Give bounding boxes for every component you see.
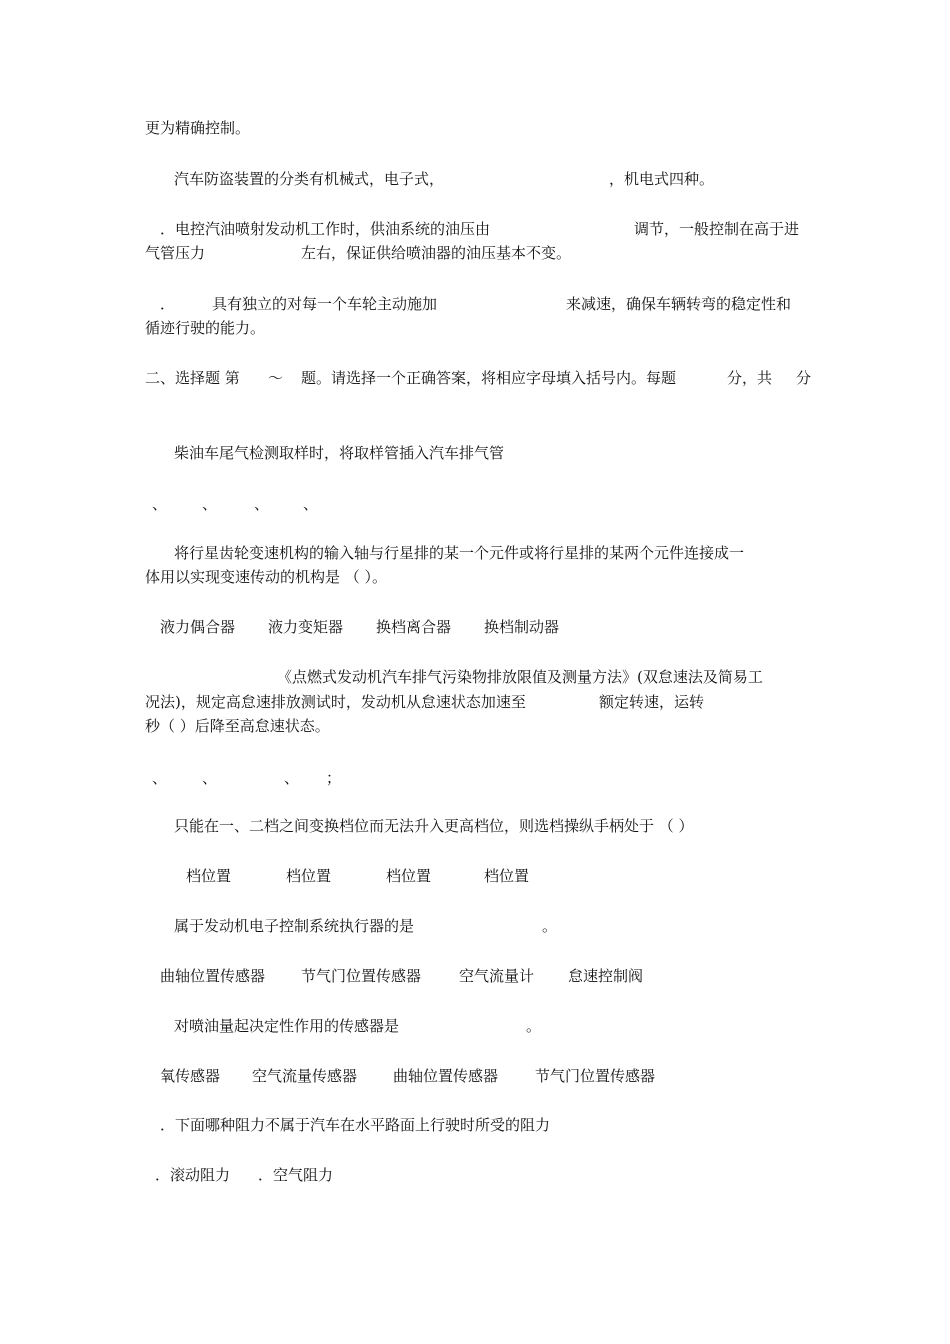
option: 、: [202, 769, 218, 787]
question-text: 将行星齿轮变速机构的输入轴与行星排的某一个元件或将行星排的某两个元件连接成一: [174, 544, 745, 562]
option: 节气门位置传感器: [535, 1067, 656, 1085]
option: 、: [202, 495, 218, 513]
option: 空气流量传感器: [252, 1067, 358, 1085]
question-text: 。: [542, 917, 558, 935]
option: 档位置: [286, 867, 332, 885]
question-text: 体用以实现变速传动的机构是 （ ）。: [145, 568, 388, 586]
question-text: 。: [526, 1017, 542, 1035]
option: 、: [152, 495, 168, 513]
question-text: 气管压力: [145, 244, 206, 262]
question-text: 只能在一、二档之间变换档位而无法升入更高档位，则选档操纵手柄处于 （ ）: [174, 817, 694, 835]
option: 档位置: [484, 867, 530, 885]
option: 、: [152, 769, 168, 787]
question-text: 循迹行驶的能力。: [145, 319, 266, 337]
section-heading: 分: [796, 369, 812, 387]
question-text: ．: [160, 295, 176, 313]
option: ．空气阻力: [258, 1166, 334, 1184]
question-text: 秒（ ）后降至高怠速状态。: [145, 717, 330, 735]
option: 档位置: [386, 867, 432, 885]
question-text: 调节，一般控制在高于进: [634, 220, 800, 238]
question-text: 左右，保证供给喷油器的油压基本不变。: [301, 244, 572, 262]
question-text: ．下面哪种阻力不属于汽车在水平路面上行驶时所受的阻力: [160, 1116, 551, 1134]
question-text: 《点燃式发动机汽车排气污染物排放限值及测量方法》(双怠速法及简易工: [277, 668, 763, 686]
question-text: 额定转速，运转: [599, 693, 705, 711]
question-text: 具有独立的对每一个车轮主动施加: [212, 295, 438, 313]
section-heading: 题。请选择一个正确答案，将相应字母填入括号内。每题: [301, 369, 677, 387]
option: 怠速控制阀: [568, 967, 644, 985]
question-text: 属于发动机电子控制系统执行器的是: [174, 917, 415, 935]
section-heading: 二、选择题 第: [145, 369, 240, 387]
option: 换档离合器: [376, 618, 452, 636]
section-heading: 分，共: [727, 369, 773, 387]
question-text: ．电控汽油喷射发动机工作时，供油系统的油压由: [160, 220, 491, 238]
option: 、: [303, 495, 319, 513]
option: 氧传感器: [160, 1067, 221, 1085]
text-line: 更为精确控制。: [145, 119, 251, 137]
option: 液力偶合器: [160, 618, 236, 636]
option: 液力变矩器: [268, 618, 344, 636]
option: 、: [284, 769, 300, 787]
section-heading: ～: [268, 369, 284, 387]
question-text: ，机电式四种。: [609, 170, 715, 188]
option: 节气门位置传感器: [301, 967, 422, 985]
option: 换档制动器: [484, 618, 560, 636]
question-text: 况法)，规定高怠速排放测试时，发动机从怠速状态加速至: [145, 693, 526, 711]
question-text: 柴油车尾气检测取样时，将取样管插入汽车排气管: [174, 444, 505, 462]
option: 曲轴位置传感器: [160, 967, 266, 985]
option: 档位置: [186, 867, 232, 885]
question-text: 对喷油量起决定性作用的传感器是: [174, 1017, 400, 1035]
option: ；: [326, 769, 342, 787]
question-text: 汽车防盗装置的分类有机械式，电子式，: [174, 170, 445, 188]
option: ．滚动阻力: [155, 1166, 231, 1184]
option: 空气流量计: [459, 967, 535, 985]
option: 、: [254, 495, 270, 513]
question-text: 来减速，确保车辆转弯的稳定性和: [566, 295, 792, 313]
option: 曲轴位置传感器: [393, 1067, 499, 1085]
